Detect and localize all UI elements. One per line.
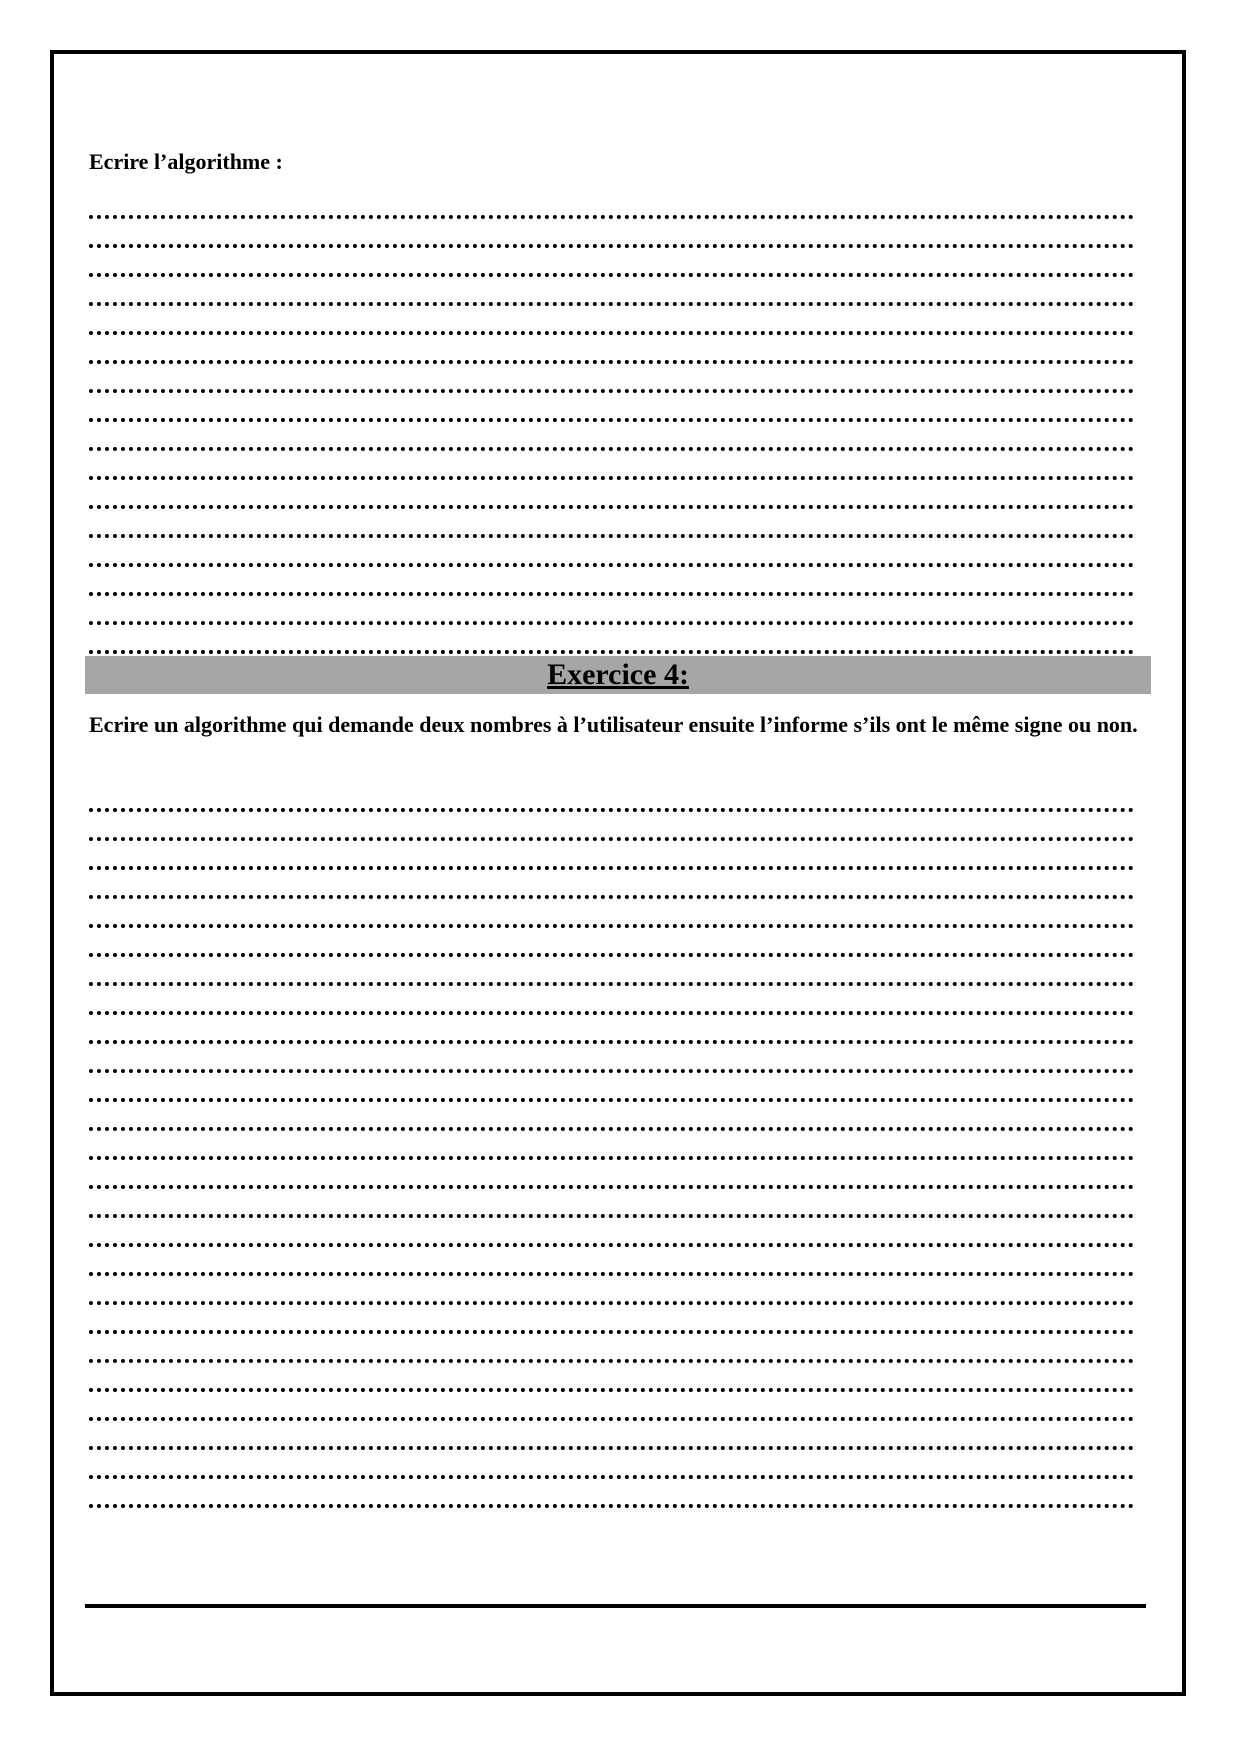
- algorithm-instruction: Ecrire l’algorithme :: [89, 149, 283, 174]
- dotted-answer-line[interactable]: [89, 1189, 1134, 1218]
- dotted-answer-line[interactable]: [89, 1160, 1134, 1189]
- dotted-answer-line[interactable]: [89, 1044, 1134, 1073]
- dotted-answer-line[interactable]: [89, 1131, 1134, 1160]
- dotted-answer-line[interactable]: [89, 957, 1134, 986]
- dotted-answer-line[interactable]: [89, 364, 1134, 393]
- answer-lines-section-1[interactable]: [89, 190, 1134, 654]
- dotted-answer-line[interactable]: [89, 306, 1134, 335]
- dotted-answer-line[interactable]: [89, 1102, 1134, 1131]
- dotted-answer-line[interactable]: [89, 451, 1134, 480]
- dotted-answer-line[interactable]: [89, 480, 1134, 509]
- dotted-answer-line[interactable]: [89, 899, 1134, 928]
- dotted-answer-line[interactable]: [89, 190, 1134, 219]
- dotted-answer-line[interactable]: [89, 422, 1134, 451]
- dotted-answer-line[interactable]: [89, 1421, 1134, 1450]
- dotted-answer-line[interactable]: [89, 1363, 1134, 1392]
- dotted-answer-line[interactable]: [89, 986, 1134, 1015]
- dotted-answer-line[interactable]: [89, 509, 1134, 538]
- dotted-answer-line[interactable]: [89, 1015, 1134, 1044]
- bottom-rule: [85, 1604, 1146, 1608]
- dotted-answer-line[interactable]: [89, 538, 1134, 567]
- dotted-answer-line[interactable]: [89, 841, 1134, 870]
- dotted-answer-line[interactable]: [89, 1218, 1134, 1247]
- dotted-answer-line[interactable]: [89, 870, 1134, 899]
- dotted-answer-line[interactable]: [89, 812, 1134, 841]
- dotted-answer-line[interactable]: [89, 567, 1134, 596]
- dotted-answer-line[interactable]: [89, 1247, 1134, 1276]
- dotted-answer-line[interactable]: [89, 1479, 1134, 1508]
- dotted-answer-line[interactable]: [89, 393, 1134, 422]
- dotted-answer-line[interactable]: [89, 1450, 1134, 1479]
- dotted-answer-line[interactable]: [89, 1305, 1134, 1334]
- dotted-answer-line[interactable]: [89, 783, 1134, 812]
- dotted-answer-line[interactable]: [89, 596, 1134, 625]
- dotted-answer-line[interactable]: [89, 625, 1134, 654]
- dotted-answer-line[interactable]: [89, 1073, 1134, 1102]
- dotted-answer-line[interactable]: [89, 1392, 1134, 1421]
- dotted-answer-line[interactable]: [89, 928, 1134, 957]
- exercise-title: Exercice 4:: [547, 658, 689, 691]
- dotted-answer-line[interactable]: [89, 1276, 1134, 1305]
- dotted-answer-line[interactable]: [89, 1334, 1134, 1363]
- exercise-instruction: Ecrire un algorithme qui demande deux nombres à l’utilisateur ensuite l’informe s’ils ont le même signe ou non.: [89, 712, 1138, 737]
- exercise-header-band: [85, 656, 1151, 694]
- dotted-answer-line[interactable]: [89, 248, 1134, 277]
- dotted-answer-line[interactable]: [89, 219, 1134, 248]
- dotted-answer-line[interactable]: [89, 277, 1134, 306]
- answer-lines-exercise-4[interactable]: [89, 783, 1134, 1508]
- dotted-answer-line[interactable]: [89, 335, 1134, 364]
